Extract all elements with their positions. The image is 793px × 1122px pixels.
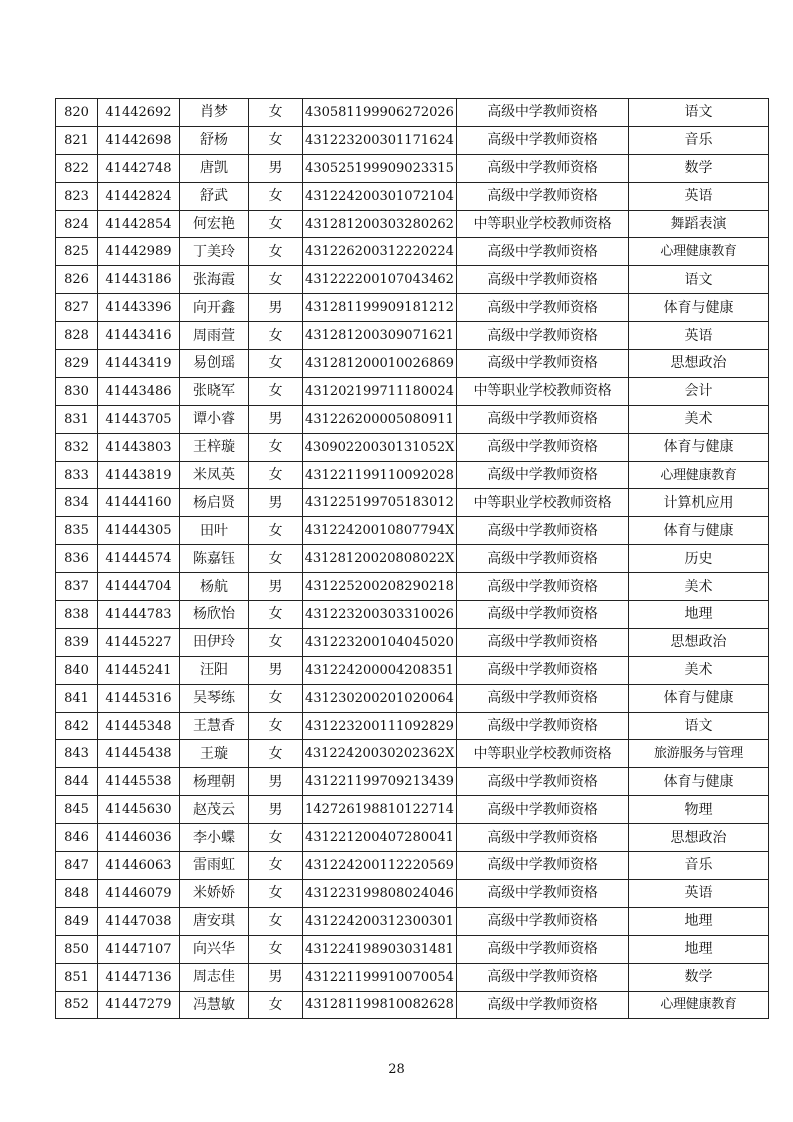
table-row	[56, 461, 769, 489]
id-number-cell: 430581199906272026	[303, 99, 457, 127]
exam-id-cell: 41445227	[98, 628, 180, 656]
qualification-cell: 高级中学教师资格	[457, 350, 629, 378]
name-cell: 张海霞	[180, 266, 249, 294]
exam-id-cell: 41445538	[98, 768, 180, 796]
table-row	[56, 684, 769, 712]
subject-cell: 舞蹈表演	[629, 210, 769, 238]
name-cell: 舒武	[180, 182, 249, 210]
exam-id-cell: 41443186	[98, 266, 180, 294]
exam-id-cell: 41442698	[98, 126, 180, 154]
exam-id-cell: 41445241	[98, 656, 180, 684]
gender-cell: 女	[249, 684, 303, 712]
table-row	[56, 740, 769, 768]
id-number-cell: 431281199909181212	[303, 294, 457, 322]
id-number-cell: 431224200301072104	[303, 182, 457, 210]
table-row	[56, 824, 769, 852]
id-number-cell: 431223200301171624	[303, 126, 457, 154]
exam-id-cell: 41442824	[98, 182, 180, 210]
table-row	[56, 768, 769, 796]
exam-id-cell: 41447136	[98, 963, 180, 991]
gender-cell: 女	[249, 238, 303, 266]
row-number-cell: 841	[56, 684, 98, 712]
subject-cell: 地理	[629, 601, 769, 629]
table-row	[56, 182, 769, 210]
qualification-cell: 高级中学教师资格	[457, 545, 629, 573]
name-cell: 李小蝶	[180, 824, 249, 852]
row-number-cell: 825	[56, 238, 98, 266]
gender-cell: 男	[249, 963, 303, 991]
gender-cell: 女	[249, 461, 303, 489]
table-row	[56, 266, 769, 294]
gender-cell: 男	[249, 294, 303, 322]
qualification-cell: 高级中学教师资格	[457, 154, 629, 182]
id-number-cell: 431225200208290218	[303, 573, 457, 601]
id-number-cell: 431221199910070054	[303, 963, 457, 991]
name-cell: 周志佳	[180, 963, 249, 991]
candidate-table	[55, 98, 769, 1019]
name-cell: 赵茂云	[180, 796, 249, 824]
row-number-cell: 842	[56, 712, 98, 740]
row-number-cell: 838	[56, 601, 98, 629]
name-cell: 张晓军	[180, 377, 249, 405]
qualification-cell: 高级中学教师资格	[457, 656, 629, 684]
table-row	[56, 991, 769, 1019]
id-number-cell: 431281200303280262	[303, 210, 457, 238]
qualification-cell: 高级中学教师资格	[457, 433, 629, 461]
row-number-cell: 851	[56, 963, 98, 991]
exam-id-cell: 41444704	[98, 573, 180, 601]
qualification-cell: 高级中学教师资格	[457, 768, 629, 796]
subject-cell: 英语	[629, 879, 769, 907]
subject-cell: 美术	[629, 573, 769, 601]
name-cell: 肖梦	[180, 99, 249, 127]
row-number-cell: 843	[56, 740, 98, 768]
id-number-cell: 43090220030131052X	[303, 433, 457, 461]
id-number-cell: 431221200407280041	[303, 824, 457, 852]
name-cell: 周雨萱	[180, 322, 249, 350]
id-number-cell: 431225199705183012	[303, 489, 457, 517]
qualification-cell: 高级中学教师资格	[457, 238, 629, 266]
gender-cell: 女	[249, 601, 303, 629]
name-cell: 易创瑶	[180, 350, 249, 378]
exam-id-cell: 41445316	[98, 684, 180, 712]
row-number-cell: 828	[56, 322, 98, 350]
subject-cell: 英语	[629, 322, 769, 350]
table-row	[56, 489, 769, 517]
qualification-cell: 高级中学教师资格	[457, 879, 629, 907]
qualification-cell: 高级中学教师资格	[457, 126, 629, 154]
page-number: 28	[388, 1062, 405, 1077]
name-cell: 向开鑫	[180, 294, 249, 322]
subject-cell: 数学	[629, 154, 769, 182]
name-cell: 舒杨	[180, 126, 249, 154]
gender-cell: 女	[249, 991, 303, 1019]
gender-cell: 女	[249, 740, 303, 768]
row-number-cell: 839	[56, 628, 98, 656]
exam-id-cell: 41444305	[98, 517, 180, 545]
gender-cell: 男	[249, 573, 303, 601]
gender-cell: 女	[249, 182, 303, 210]
subject-cell: 地理	[629, 935, 769, 963]
subject-cell: 思想政治	[629, 628, 769, 656]
table-row	[56, 545, 769, 573]
gender-cell: 女	[249, 824, 303, 852]
name-cell: 雷雨虹	[180, 852, 249, 880]
gender-cell: 女	[249, 879, 303, 907]
exam-id-cell: 41446063	[98, 852, 180, 880]
table-row	[56, 656, 769, 684]
id-number-cell: 431202199711180024	[303, 377, 457, 405]
gender-cell: 女	[249, 852, 303, 880]
name-cell: 米娇娇	[180, 879, 249, 907]
gender-cell: 男	[249, 656, 303, 684]
gender-cell: 女	[249, 377, 303, 405]
table-row	[56, 963, 769, 991]
table-row	[56, 377, 769, 405]
exam-id-cell: 41442989	[98, 238, 180, 266]
id-number-cell: 43122420010807794X	[303, 517, 457, 545]
row-number-cell: 831	[56, 405, 98, 433]
exam-id-cell: 41444160	[98, 489, 180, 517]
name-cell: 陈嘉钰	[180, 545, 249, 573]
subject-cell: 体育与健康	[629, 294, 769, 322]
row-number-cell: 848	[56, 879, 98, 907]
table-row	[56, 322, 769, 350]
name-cell: 杨航	[180, 573, 249, 601]
subject-cell: 计算机应用	[629, 489, 769, 517]
table-row	[56, 350, 769, 378]
exam-id-cell: 41443416	[98, 322, 180, 350]
row-number-cell: 846	[56, 824, 98, 852]
name-cell: 向兴华	[180, 935, 249, 963]
qualification-cell: 高级中学教师资格	[457, 991, 629, 1019]
name-cell: 田叶	[180, 517, 249, 545]
exam-id-cell: 41444783	[98, 601, 180, 629]
table-row	[56, 126, 769, 154]
gender-cell: 女	[249, 628, 303, 656]
row-number-cell: 835	[56, 517, 98, 545]
table-row	[56, 601, 769, 629]
subject-cell: 心理健康教育	[629, 991, 769, 1019]
table-row	[56, 405, 769, 433]
table-row	[56, 99, 769, 127]
name-cell: 杨启贤	[180, 489, 249, 517]
name-cell: 吴琴练	[180, 684, 249, 712]
qualification-cell: 高级中学教师资格	[457, 628, 629, 656]
row-number-cell: 829	[56, 350, 98, 378]
gender-cell: 女	[249, 266, 303, 294]
subject-cell: 数学	[629, 963, 769, 991]
row-number-cell: 830	[56, 377, 98, 405]
row-number-cell: 836	[56, 545, 98, 573]
exam-id-cell: 41442692	[98, 99, 180, 127]
qualification-cell: 中等职业学校教师资格	[457, 377, 629, 405]
exam-id-cell: 41444574	[98, 545, 180, 573]
qualification-cell: 高级中学教师资格	[457, 99, 629, 127]
exam-id-cell: 41447279	[98, 991, 180, 1019]
exam-id-cell: 41447107	[98, 935, 180, 963]
qualification-cell: 高级中学教师资格	[457, 684, 629, 712]
row-number-cell: 823	[56, 182, 98, 210]
qualification-cell: 高级中学教师资格	[457, 517, 629, 545]
name-cell: 汪阳	[180, 656, 249, 684]
name-cell: 何宏艳	[180, 210, 249, 238]
row-number-cell: 844	[56, 768, 98, 796]
exam-id-cell: 41445630	[98, 796, 180, 824]
gender-cell: 女	[249, 935, 303, 963]
exam-id-cell: 41445438	[98, 740, 180, 768]
qualification-cell: 高级中学教师资格	[457, 796, 629, 824]
gender-cell: 男	[249, 154, 303, 182]
subject-cell: 物理	[629, 796, 769, 824]
subject-cell: 音乐	[629, 852, 769, 880]
row-number-cell: 820	[56, 99, 98, 127]
exam-id-cell: 41443803	[98, 433, 180, 461]
subject-cell: 英语	[629, 182, 769, 210]
row-number-cell: 822	[56, 154, 98, 182]
gender-cell: 男	[249, 796, 303, 824]
id-number-cell: 431224200112220569	[303, 852, 457, 880]
qualification-cell: 高级中学教师资格	[457, 294, 629, 322]
qualification-cell: 高级中学教师资格	[457, 322, 629, 350]
table-row	[56, 294, 769, 322]
exam-id-cell: 41445348	[98, 712, 180, 740]
qualification-cell: 高级中学教师资格	[457, 824, 629, 852]
table-body	[56, 99, 769, 1019]
table-row	[56, 517, 769, 545]
subject-cell: 体育与健康	[629, 684, 769, 712]
table-row	[56, 154, 769, 182]
qualification-cell: 高级中学教师资格	[457, 601, 629, 629]
gender-cell: 男	[249, 489, 303, 517]
id-number-cell: 142726198810122714	[303, 796, 457, 824]
row-number-cell: 832	[56, 433, 98, 461]
gender-cell: 女	[249, 907, 303, 935]
gender-cell: 女	[249, 712, 303, 740]
exam-id-cell: 41442854	[98, 210, 180, 238]
id-number-cell: 431281199810082628	[303, 991, 457, 1019]
table-row	[56, 796, 769, 824]
table-row	[56, 210, 769, 238]
id-number-cell: 431230200201020064	[303, 684, 457, 712]
table-row	[56, 238, 769, 266]
id-number-cell: 431281200309071621	[303, 322, 457, 350]
gender-cell: 男	[249, 405, 303, 433]
subject-cell: 体育与健康	[629, 517, 769, 545]
name-cell: 冯慧敏	[180, 991, 249, 1019]
qualification-cell: 高级中学教师资格	[457, 907, 629, 935]
id-number-cell: 431281200010026869	[303, 350, 457, 378]
table-row	[56, 935, 769, 963]
name-cell: 米凤英	[180, 461, 249, 489]
gender-cell: 女	[249, 545, 303, 573]
row-number-cell: 850	[56, 935, 98, 963]
table-row	[56, 573, 769, 601]
id-number-cell: 431223200111092829	[303, 712, 457, 740]
qualification-cell: 高级中学教师资格	[457, 573, 629, 601]
subject-cell: 语文	[629, 99, 769, 127]
row-number-cell: 847	[56, 852, 98, 880]
qualification-cell: 中等职业学校教师资格	[457, 489, 629, 517]
id-number-cell: 431223199808024046	[303, 879, 457, 907]
id-number-cell: 431223200104045020	[303, 628, 457, 656]
exam-id-cell: 41446036	[98, 824, 180, 852]
subject-cell: 语文	[629, 712, 769, 740]
qualification-cell: 中等职业学校教师资格	[457, 210, 629, 238]
qualification-cell: 高级中学教师资格	[457, 935, 629, 963]
row-number-cell: 840	[56, 656, 98, 684]
table-row	[56, 907, 769, 935]
gender-cell: 女	[249, 433, 303, 461]
qualification-cell: 中等职业学校教师资格	[457, 740, 629, 768]
name-cell: 王慧香	[180, 712, 249, 740]
exam-id-cell: 41443419	[98, 350, 180, 378]
subject-cell: 心理健康教育	[629, 461, 769, 489]
id-number-cell: 431221199110092028	[303, 461, 457, 489]
qualification-cell: 高级中学教师资格	[457, 182, 629, 210]
id-number-cell: 43128120020808022X	[303, 545, 457, 573]
table-row	[56, 433, 769, 461]
id-number-cell: 431222200107043462	[303, 266, 457, 294]
name-cell: 田伊玲	[180, 628, 249, 656]
name-cell: 王璇	[180, 740, 249, 768]
id-number-cell: 431224200004208351	[303, 656, 457, 684]
subject-cell: 美术	[629, 656, 769, 684]
row-number-cell: 837	[56, 573, 98, 601]
id-number-cell: 430525199909023315	[303, 154, 457, 182]
exam-id-cell: 41443705	[98, 405, 180, 433]
row-number-cell: 821	[56, 126, 98, 154]
subject-cell: 语文	[629, 266, 769, 294]
row-number-cell: 852	[56, 991, 98, 1019]
subject-cell: 美术	[629, 405, 769, 433]
gender-cell: 男	[249, 768, 303, 796]
id-number-cell: 431221199709213439	[303, 768, 457, 796]
row-number-cell: 845	[56, 796, 98, 824]
subject-cell: 历史	[629, 545, 769, 573]
table-row	[56, 852, 769, 880]
name-cell: 唐安琪	[180, 907, 249, 935]
exam-id-cell: 41443486	[98, 377, 180, 405]
row-number-cell: 834	[56, 489, 98, 517]
id-number-cell: 431226200005080911	[303, 405, 457, 433]
gender-cell: 女	[249, 126, 303, 154]
name-cell: 唐凯	[180, 154, 249, 182]
name-cell: 杨欣怡	[180, 601, 249, 629]
subject-cell: 体育与健康	[629, 768, 769, 796]
subject-cell: 会计	[629, 377, 769, 405]
name-cell: 王梓璇	[180, 433, 249, 461]
name-cell: 谭小睿	[180, 405, 249, 433]
id-number-cell: 431224198903031481	[303, 935, 457, 963]
qualification-cell: 高级中学教师资格	[457, 266, 629, 294]
subject-cell: 思想政治	[629, 824, 769, 852]
table-row	[56, 879, 769, 907]
exam-id-cell: 41446079	[98, 879, 180, 907]
id-number-cell: 43122420030202362X	[303, 740, 457, 768]
id-number-cell: 431224200312300301	[303, 907, 457, 935]
name-cell: 丁美玲	[180, 238, 249, 266]
gender-cell: 女	[249, 99, 303, 127]
subject-cell: 音乐	[629, 126, 769, 154]
gender-cell: 女	[249, 517, 303, 545]
subject-cell: 地理	[629, 907, 769, 935]
row-number-cell: 833	[56, 461, 98, 489]
qualification-cell: 高级中学教师资格	[457, 461, 629, 489]
name-cell: 杨理朝	[180, 768, 249, 796]
gender-cell: 女	[249, 350, 303, 378]
exam-id-cell: 41443819	[98, 461, 180, 489]
subject-cell: 思想政治	[629, 350, 769, 378]
qualification-cell: 高级中学教师资格	[457, 963, 629, 991]
exam-id-cell: 41447038	[98, 907, 180, 935]
qualification-cell: 高级中学教师资格	[457, 852, 629, 880]
subject-cell: 体育与健康	[629, 433, 769, 461]
exam-id-cell: 41443396	[98, 294, 180, 322]
row-number-cell: 849	[56, 907, 98, 935]
subject-cell: 旅游服务与管理	[629, 740, 769, 768]
table-row	[56, 628, 769, 656]
qualification-cell: 高级中学教师资格	[457, 712, 629, 740]
id-number-cell: 431226200312220224	[303, 238, 457, 266]
subject-cell: 心理健康教育	[629, 238, 769, 266]
gender-cell: 女	[249, 210, 303, 238]
row-number-cell: 826	[56, 266, 98, 294]
row-number-cell: 824	[56, 210, 98, 238]
table-row	[56, 712, 769, 740]
id-number-cell: 431223200303310026	[303, 601, 457, 629]
row-number-cell: 827	[56, 294, 98, 322]
exam-id-cell: 41442748	[98, 154, 180, 182]
gender-cell: 女	[249, 322, 303, 350]
qualification-cell: 高级中学教师资格	[457, 405, 629, 433]
